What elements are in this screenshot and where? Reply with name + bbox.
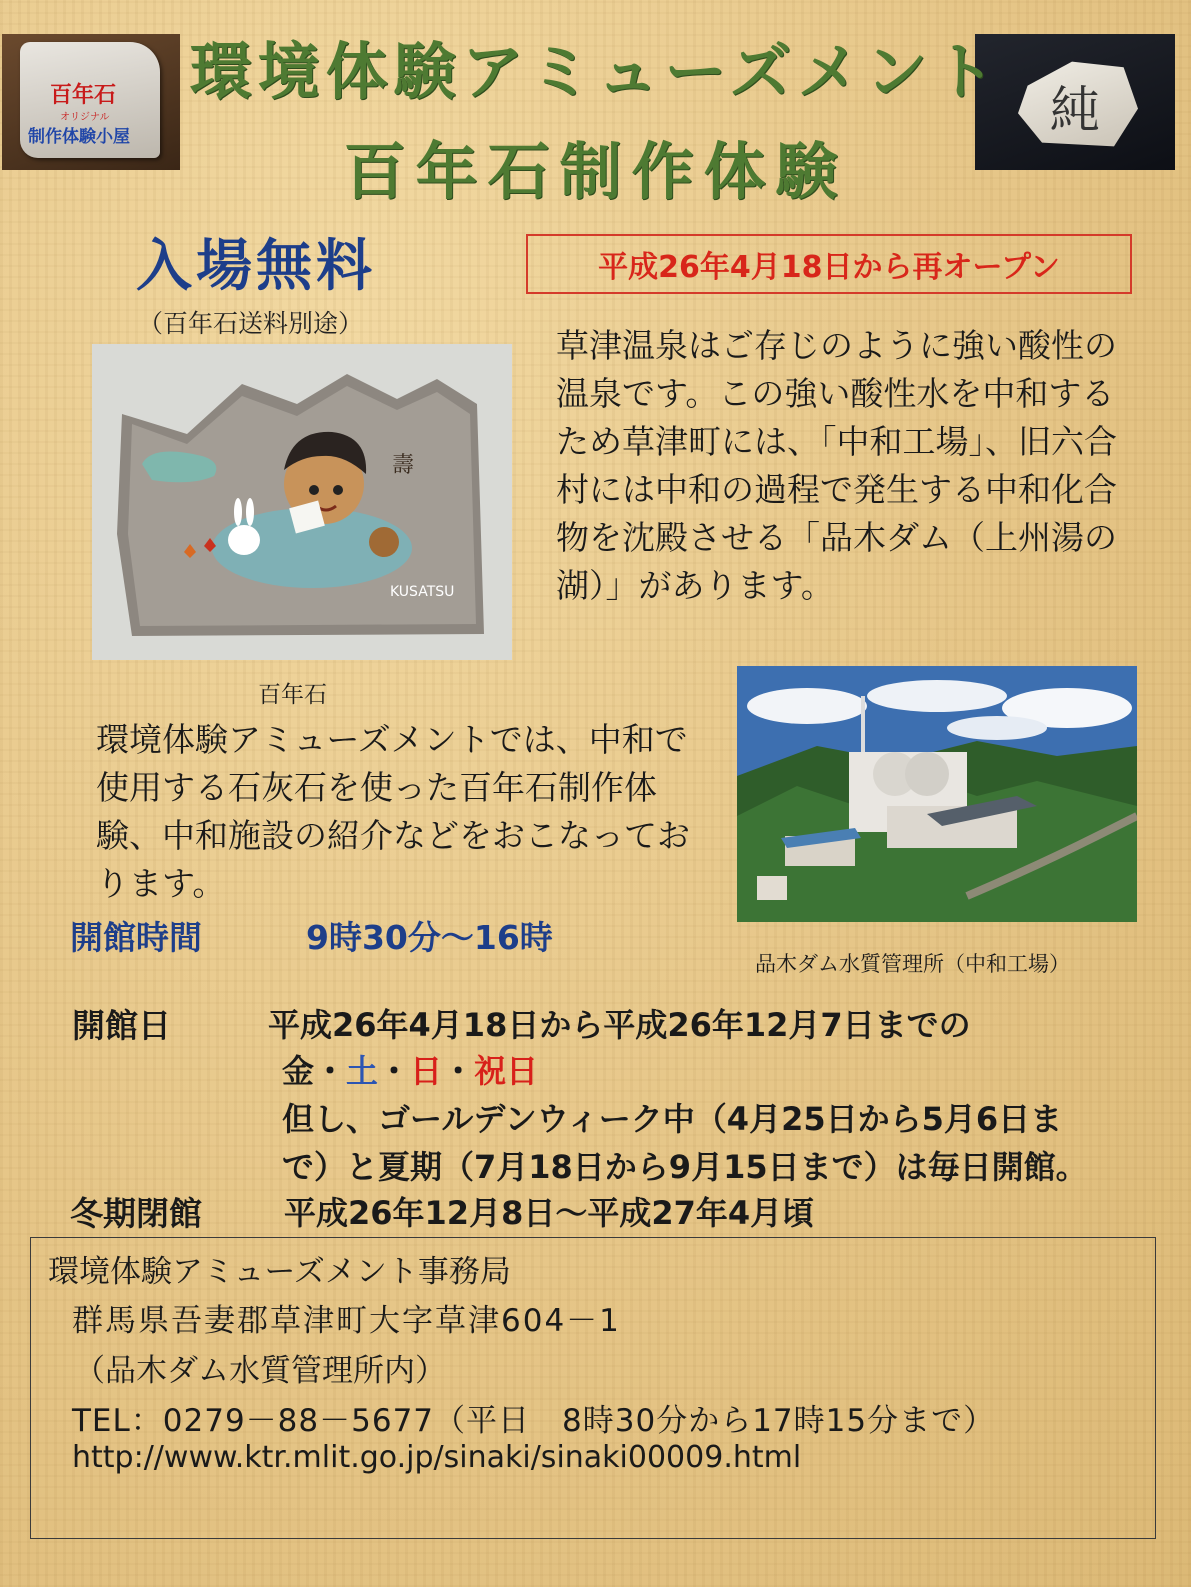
jun-character: 純 (1050, 81, 1100, 139)
day-holiday: 祝日 (474, 1052, 539, 1090)
open-days-period: 平成26年4月18日から平成26年12月7日までの (268, 1006, 971, 1044)
day-saturday: 土 (346, 1052, 379, 1090)
amusement-description: 環境体験アミューズメントでは、中和で使用する石灰石を使った百年石制作体験、中和施設の紹介などをおこなっております。 (96, 720, 690, 903)
dam-facility-photo (737, 666, 1137, 922)
open-days-label: 開館日 (72, 1006, 171, 1045)
day-separator: ・ (378, 1052, 411, 1090)
day-separator: ・ (314, 1052, 347, 1090)
day-friday: 金 (282, 1052, 315, 1090)
open-weekdays (282, 1046, 538, 1092)
dam-illustration (737, 666, 1137, 922)
day-separator: ・ (442, 1052, 475, 1090)
hot-spring-description: 草津温泉はご存じのように強い酸性の温泉です。この強い酸性水を中和するため草津町には、「中和工場」、旧六合村には中和の過程で発生する中和化合物を沈殿させる「品木ダム（上州湯の湖）」があります。 (556, 326, 1117, 605)
winter-closure-label: 冬期閉館 (70, 1194, 202, 1233)
contact-telephone: TEL：0279－88－5677（平日 8時30分から17時15分まで） (72, 1403, 996, 1439)
open-days-note-line1: 但し、ゴールデンウィーク中（4月25日から5月6日ま (282, 1100, 1063, 1138)
free-admission-label: 入場無料 (136, 234, 376, 299)
contact-address: 群馬県吾妻郡草津町大字草津604－1 (72, 1303, 621, 1339)
day-sunday: 日 (410, 1052, 443, 1090)
svg-text:壽: 壽 (392, 453, 415, 478)
admission-note: （百年石送料別途） (138, 309, 364, 338)
contact-organization: 環境体験アミューズメント事務局 (48, 1254, 511, 1290)
stone-brand-text: KUSATSU (390, 584, 455, 600)
hours-value: 9時30分～16時 (306, 918, 553, 957)
stone-photo-caption: 百年石 (258, 682, 327, 708)
hundred-year-stone-photo (92, 344, 512, 660)
contact-address-note: （品木ダム水質管理所内） (74, 1353, 446, 1389)
stone-illustration (92, 344, 512, 660)
reopen-notice (526, 234, 1132, 294)
sign-caption: 制作体験小屋 (28, 127, 130, 147)
dam-photo-caption: 品木ダム水質管理所（中和工場） (755, 952, 1070, 976)
sign-title: 百年石 (50, 82, 117, 108)
sign-subtitle: オリジナル (60, 112, 110, 123)
contact-url-link[interactable]: http://www.ktr.mlit.go.jp/sinaki/sinaki00009.html (72, 1440, 802, 1475)
hours-label: 開館時間 (70, 918, 202, 957)
open-days-note-line2: で）と夏期（7月18日から9月15日まで）は毎日開館。 (282, 1148, 1088, 1186)
page-subtitle: 百年石制作体験 (343, 135, 848, 208)
page-title: 環境体験アミューズメント (189, 35, 1002, 108)
winter-closure-value: 平成26年12月8日～平成27年4月頃 (284, 1194, 815, 1232)
reopen-notice-text: 平成26年4月18日から再オープン (598, 250, 1060, 285)
